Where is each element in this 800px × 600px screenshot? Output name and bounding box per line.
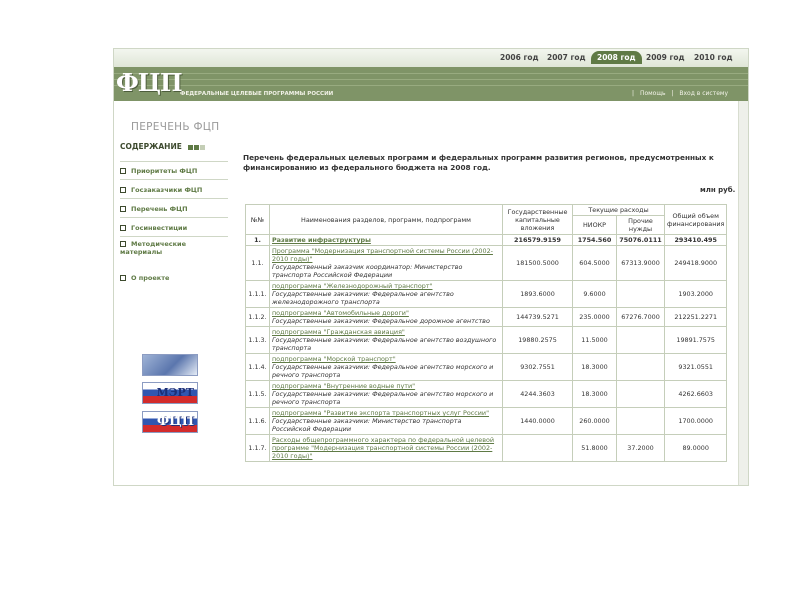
site-frame (113, 48, 749, 486)
contents-heading (120, 142, 206, 151)
program-link[interactable]: подпрограмма "Внутренние водные пути" (272, 382, 416, 390)
bullet-icon (120, 187, 126, 193)
site-tagline: ФЕДЕРАЛЬНЫЕ ЦЕЛЕВЫЕ ПРОГРАММЫ РОССИИ (180, 91, 334, 97)
row-index: 1. (246, 235, 270, 246)
table-row (246, 435, 727, 462)
row-index: 1.1.3. (246, 327, 270, 354)
program-link[interactable]: Расходы общепрограммного характера по федеральной целевой программе "Модернизация транспортной системы России (2002-2010 годы)" (272, 436, 495, 460)
cell-capital: 1440.0000 (503, 408, 573, 435)
program-customer: Государственный заказчик координатор: Министерство транспорта Российской Федерации (272, 263, 463, 279)
col-header-other: Прочие нужды (617, 216, 665, 235)
year-tabs (114, 49, 748, 68)
bullet-icon (120, 206, 126, 212)
cell-capital: 9302.7551 (503, 354, 573, 381)
header-stripe (114, 85, 748, 86)
program-link[interactable]: подпрограмма "Железнодорожный транспорт" (272, 282, 433, 290)
vertical-scrollbar[interactable] (738, 101, 749, 485)
sidebar-item-about[interactable] (120, 274, 224, 282)
cell-other (617, 354, 665, 381)
header-links (630, 90, 730, 97)
cell-capital: 1893.6000 (503, 281, 573, 308)
cell-capital: 19880.2575 (503, 327, 573, 354)
cell-capital: 144739.5271 (503, 308, 573, 327)
programs-table (245, 204, 727, 462)
cell-total: 212251.2271 (665, 308, 727, 327)
cell-total: 1903.2000 (665, 281, 727, 308)
table-body (246, 235, 727, 462)
cell-other: 67276.7000 (617, 308, 665, 327)
col-header-num: №№ (246, 205, 270, 235)
sidebar-item-customers[interactable] (120, 186, 224, 194)
program-customer: Государственные заказчики: Федеральное агентство воздушного транспорта (272, 336, 497, 352)
row-name (270, 327, 503, 354)
table-row (246, 327, 727, 354)
program-customer: Государственные заказчики: Федеральное агентство морского и речного транспорта (272, 390, 494, 406)
program-customer: Государственные заказчики: Федеральное агентство железнодорожного транспорта (272, 290, 454, 306)
cell-niokr: 9.6000 (573, 281, 617, 308)
contents-label: СОДЕРЖАНИЕ (120, 142, 182, 151)
page-title: Перечень федеральных целевых программ и федеральных программ развития регионов, предусмотренных к финансированию из федерального бюджета на 2008 год. (243, 153, 714, 172)
table-row (246, 308, 727, 327)
divider (120, 217, 228, 218)
sidebar-item-list[interactable] (120, 205, 224, 213)
separator: | (631, 90, 635, 97)
bullet-icon (120, 275, 126, 281)
cell-niokr: 235.0000 (573, 308, 617, 327)
divider (120, 179, 228, 180)
cell-other (617, 281, 665, 308)
sidebar-item-label: Перечень ФЦП (131, 205, 188, 213)
sidebar-item-label: О проекте (131, 274, 170, 282)
row-name (270, 246, 503, 281)
banner-fcp[interactable] (142, 411, 198, 433)
cell-capital (503, 435, 573, 462)
cell-other: 75076.0111 (617, 235, 665, 246)
row-name (270, 235, 503, 246)
sidebar-item-label: Приоритеты ФЦП (131, 167, 198, 175)
bullet-icon (120, 241, 126, 247)
site-logo[interactable]: ФЦП (116, 68, 182, 97)
program-customer: Государственные заказчики: Федеральное агентство морского и речного транспорта (272, 363, 494, 379)
row-index: 1.1. (246, 246, 270, 281)
cell-total: 293410.495 (665, 235, 727, 246)
divider (120, 161, 228, 162)
cell-niokr: 1754.560 (573, 235, 617, 246)
cell-other: 37.2000 (617, 435, 665, 462)
row-name (270, 281, 503, 308)
banner-label: ФЦП (156, 414, 194, 429)
sidebar-item-label: Госзаказчики ФЦП (131, 186, 203, 194)
cell-total: 89.0000 (665, 435, 727, 462)
cell-total: 1700.0000 (665, 408, 727, 435)
cell-total: 249418.9000 (665, 246, 727, 281)
row-index: 1.1.7. (246, 435, 270, 462)
program-link[interactable]: подпрограмма "Морской транспорт" (272, 355, 396, 363)
bullet-icon (120, 225, 126, 231)
cell-other (617, 327, 665, 354)
header-stripe (114, 73, 748, 74)
cell-total: 19891.7575 (665, 327, 727, 354)
program-link[interactable]: подпрограмма "Гражданская авиация" (272, 328, 405, 336)
cell-other: 67313.9000 (617, 246, 665, 281)
col-header-niokr: НИОКР (573, 216, 617, 235)
program-link[interactable]: подпрограмма "Автомобильные дороги" (272, 309, 409, 317)
cell-niokr: 604.5000 (573, 246, 617, 281)
cell-other (617, 381, 665, 408)
table-row (246, 246, 727, 281)
sidebar-item-investments[interactable] (120, 224, 224, 232)
row-name (270, 408, 503, 435)
divider (120, 236, 228, 237)
table-row (246, 354, 727, 381)
program-link[interactable]: подпрограмма "Развитие экспорта транспортных услуг России" (272, 409, 490, 417)
row-index: 1.1.1. (246, 281, 270, 308)
col-header-name: Наименования разделов, программ, подпрограмм (270, 205, 503, 235)
table-row (246, 235, 727, 246)
program-link[interactable]: Программа "Модернизация транспортной системы России (2002-2010 годы)" (272, 247, 493, 263)
col-header-capital: Государственные капитальные вложения (503, 205, 573, 235)
col-header-current: Текущие расходы (573, 205, 665, 216)
cell-niokr: 18.3000 (573, 354, 617, 381)
cell-capital: 181500.5000 (503, 246, 573, 281)
bullet-icon (120, 168, 126, 174)
cell-capital: 4244.3603 (503, 381, 573, 408)
row-name (270, 381, 503, 408)
cell-total: 9321.0551 (665, 354, 727, 381)
section-title: ПЕРЕЧЕНЬ ФЦП (131, 121, 220, 133)
table-row (246, 281, 727, 308)
year-tab-2007[interactable]: 2007 год (547, 53, 586, 62)
cell-capital: 216579.9159 (503, 235, 573, 246)
sidebar-item-methods[interactable] (120, 240, 190, 256)
banner-mert[interactable] (142, 382, 198, 404)
program-link[interactable]: Развитие инфраструктуры (272, 236, 371, 244)
header-band (114, 67, 748, 101)
divider (120, 198, 228, 199)
table-row (246, 408, 727, 435)
sidebar-item-label: Методические материалы (120, 240, 187, 256)
units-label: млн руб. (700, 186, 736, 194)
row-index: 1.1.2. (246, 308, 270, 327)
login-link[interactable]: Вход в систему (679, 90, 728, 97)
year-tab-2010[interactable]: 2010 год (694, 53, 733, 62)
row-index: 1.1.6. (246, 408, 270, 435)
row-name (270, 354, 503, 381)
row-name (270, 435, 503, 462)
row-index: 1.1.5. (246, 381, 270, 408)
cell-niokr: 260.0000 (573, 408, 617, 435)
col-header-total: Общий объем финансирования (665, 205, 727, 235)
cell-other (617, 408, 665, 435)
year-tab-2009[interactable]: 2009 год (646, 53, 685, 62)
header-stripe (114, 79, 748, 80)
program-customer: Государственные заказчики: Федеральное дорожное агентство (272, 317, 490, 325)
program-customer: Государственные заказчики: Министерство транспорта Российской Федерации (272, 417, 462, 433)
squares-icon (188, 142, 206, 151)
year-tab-2008[interactable]: 2008 год (591, 51, 642, 64)
table-row (246, 381, 727, 408)
separator: | (671, 90, 674, 97)
cell-niokr: 18.3000 (573, 381, 617, 408)
year-tab-2006[interactable]: 2006 год (500, 53, 539, 62)
row-index: 1.1.4. (246, 354, 270, 381)
cell-niokr: 51.8000 (573, 435, 617, 462)
cell-niokr: 11.5000 (573, 327, 617, 354)
help-link[interactable]: Помощь (639, 90, 666, 97)
banner-label: МЭРТ (156, 386, 194, 399)
cell-total: 4262.6603 (665, 381, 727, 408)
row-name (270, 308, 503, 327)
sidebar-item-priorities[interactable] (120, 167, 224, 175)
banner-government[interactable] (142, 354, 198, 376)
sidebar-item-label: Госинвестиции (131, 224, 188, 232)
